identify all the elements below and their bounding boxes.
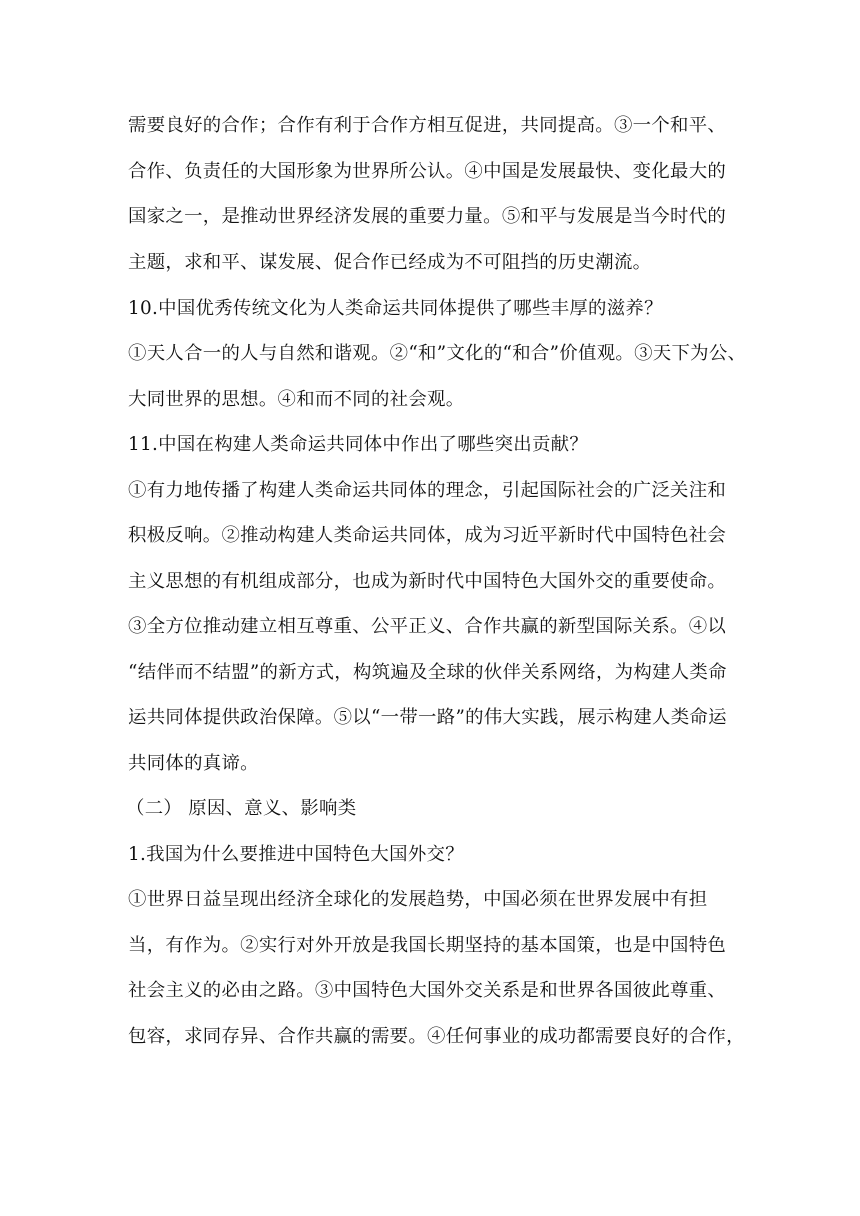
text-line: 当，有作为。②实行对外开放是我国长期坚持的基本国策，也是中国特色 (128, 935, 727, 956)
section-heading: （二） 原因、意义、影响类 (126, 798, 357, 819)
text-line: ①天人合一的人与自然和谐观。②“和”文化的“和合”价值观。③天下为公、 (128, 343, 747, 364)
text-line: 社会主义的必由之路。③中国特色大国外交关系是和世界各国彼此尊重、 (128, 980, 727, 1001)
text-line: “结伴而不结盟”的新方式，构筑遍及全球的伙伴关系网络，为构建人类命 (128, 662, 727, 683)
question-heading: 10.中国优秀传统文化为人类命运共同体提供了哪些丰厚的滋养？ (128, 298, 663, 319)
text-line: 运共同体提供政治保障。⑤以“一带一路”的伟大实践，展示构建人类命运 (128, 707, 727, 728)
text-line: ①有力地传播了构建人类命运共同体的理念，引起国际社会的广泛关注和 (128, 480, 727, 501)
text-line: 大同世界的思想。④和而不同的社会观。 (128, 389, 465, 410)
text-line: ③全方位推动建立相互尊重、公平正义、合作共赢的新型国际关系。④以 (128, 616, 727, 637)
text-line: 国家之一，是推动世界经济发展的重要力量。⑤和平与发展是当今时代的 (128, 206, 727, 227)
text-line: 共同体的真谛。 (128, 753, 259, 774)
text-line: 合作、负责任的大国形象为世界所公认。④中国是发展最快、变化最大的 (128, 161, 727, 182)
text-line: 主义思想的有机组成部分，也成为新时代中国特色大国外交的重要使命。 (128, 571, 727, 592)
text-line: 需要良好的合作；合作有利于合作方相互促进，共同提高。③一个和平、 (128, 115, 727, 136)
text-line: 包容，求同存异、合作共赢的需要。④任何事业的成功都需要良好的合作， (128, 1026, 745, 1047)
question-heading: 1.我国为什么要推进中国特色大国外交？ (128, 844, 464, 865)
text-line: 积极反响。②推动构建人类命运共同体，成为习近平新时代中国特色社会 (128, 525, 727, 546)
text-line: 主题，求和平、谋发展、促合作已经成为不可阻挡的历史潮流。 (128, 252, 652, 273)
text-line: ①世界日益呈现出经济全球化的发展趋势，中国必须在世界发展中有担 (128, 889, 708, 910)
question-heading: 11.中国在构建人类命运共同体中作出了哪些突出贡献？ (128, 434, 589, 455)
